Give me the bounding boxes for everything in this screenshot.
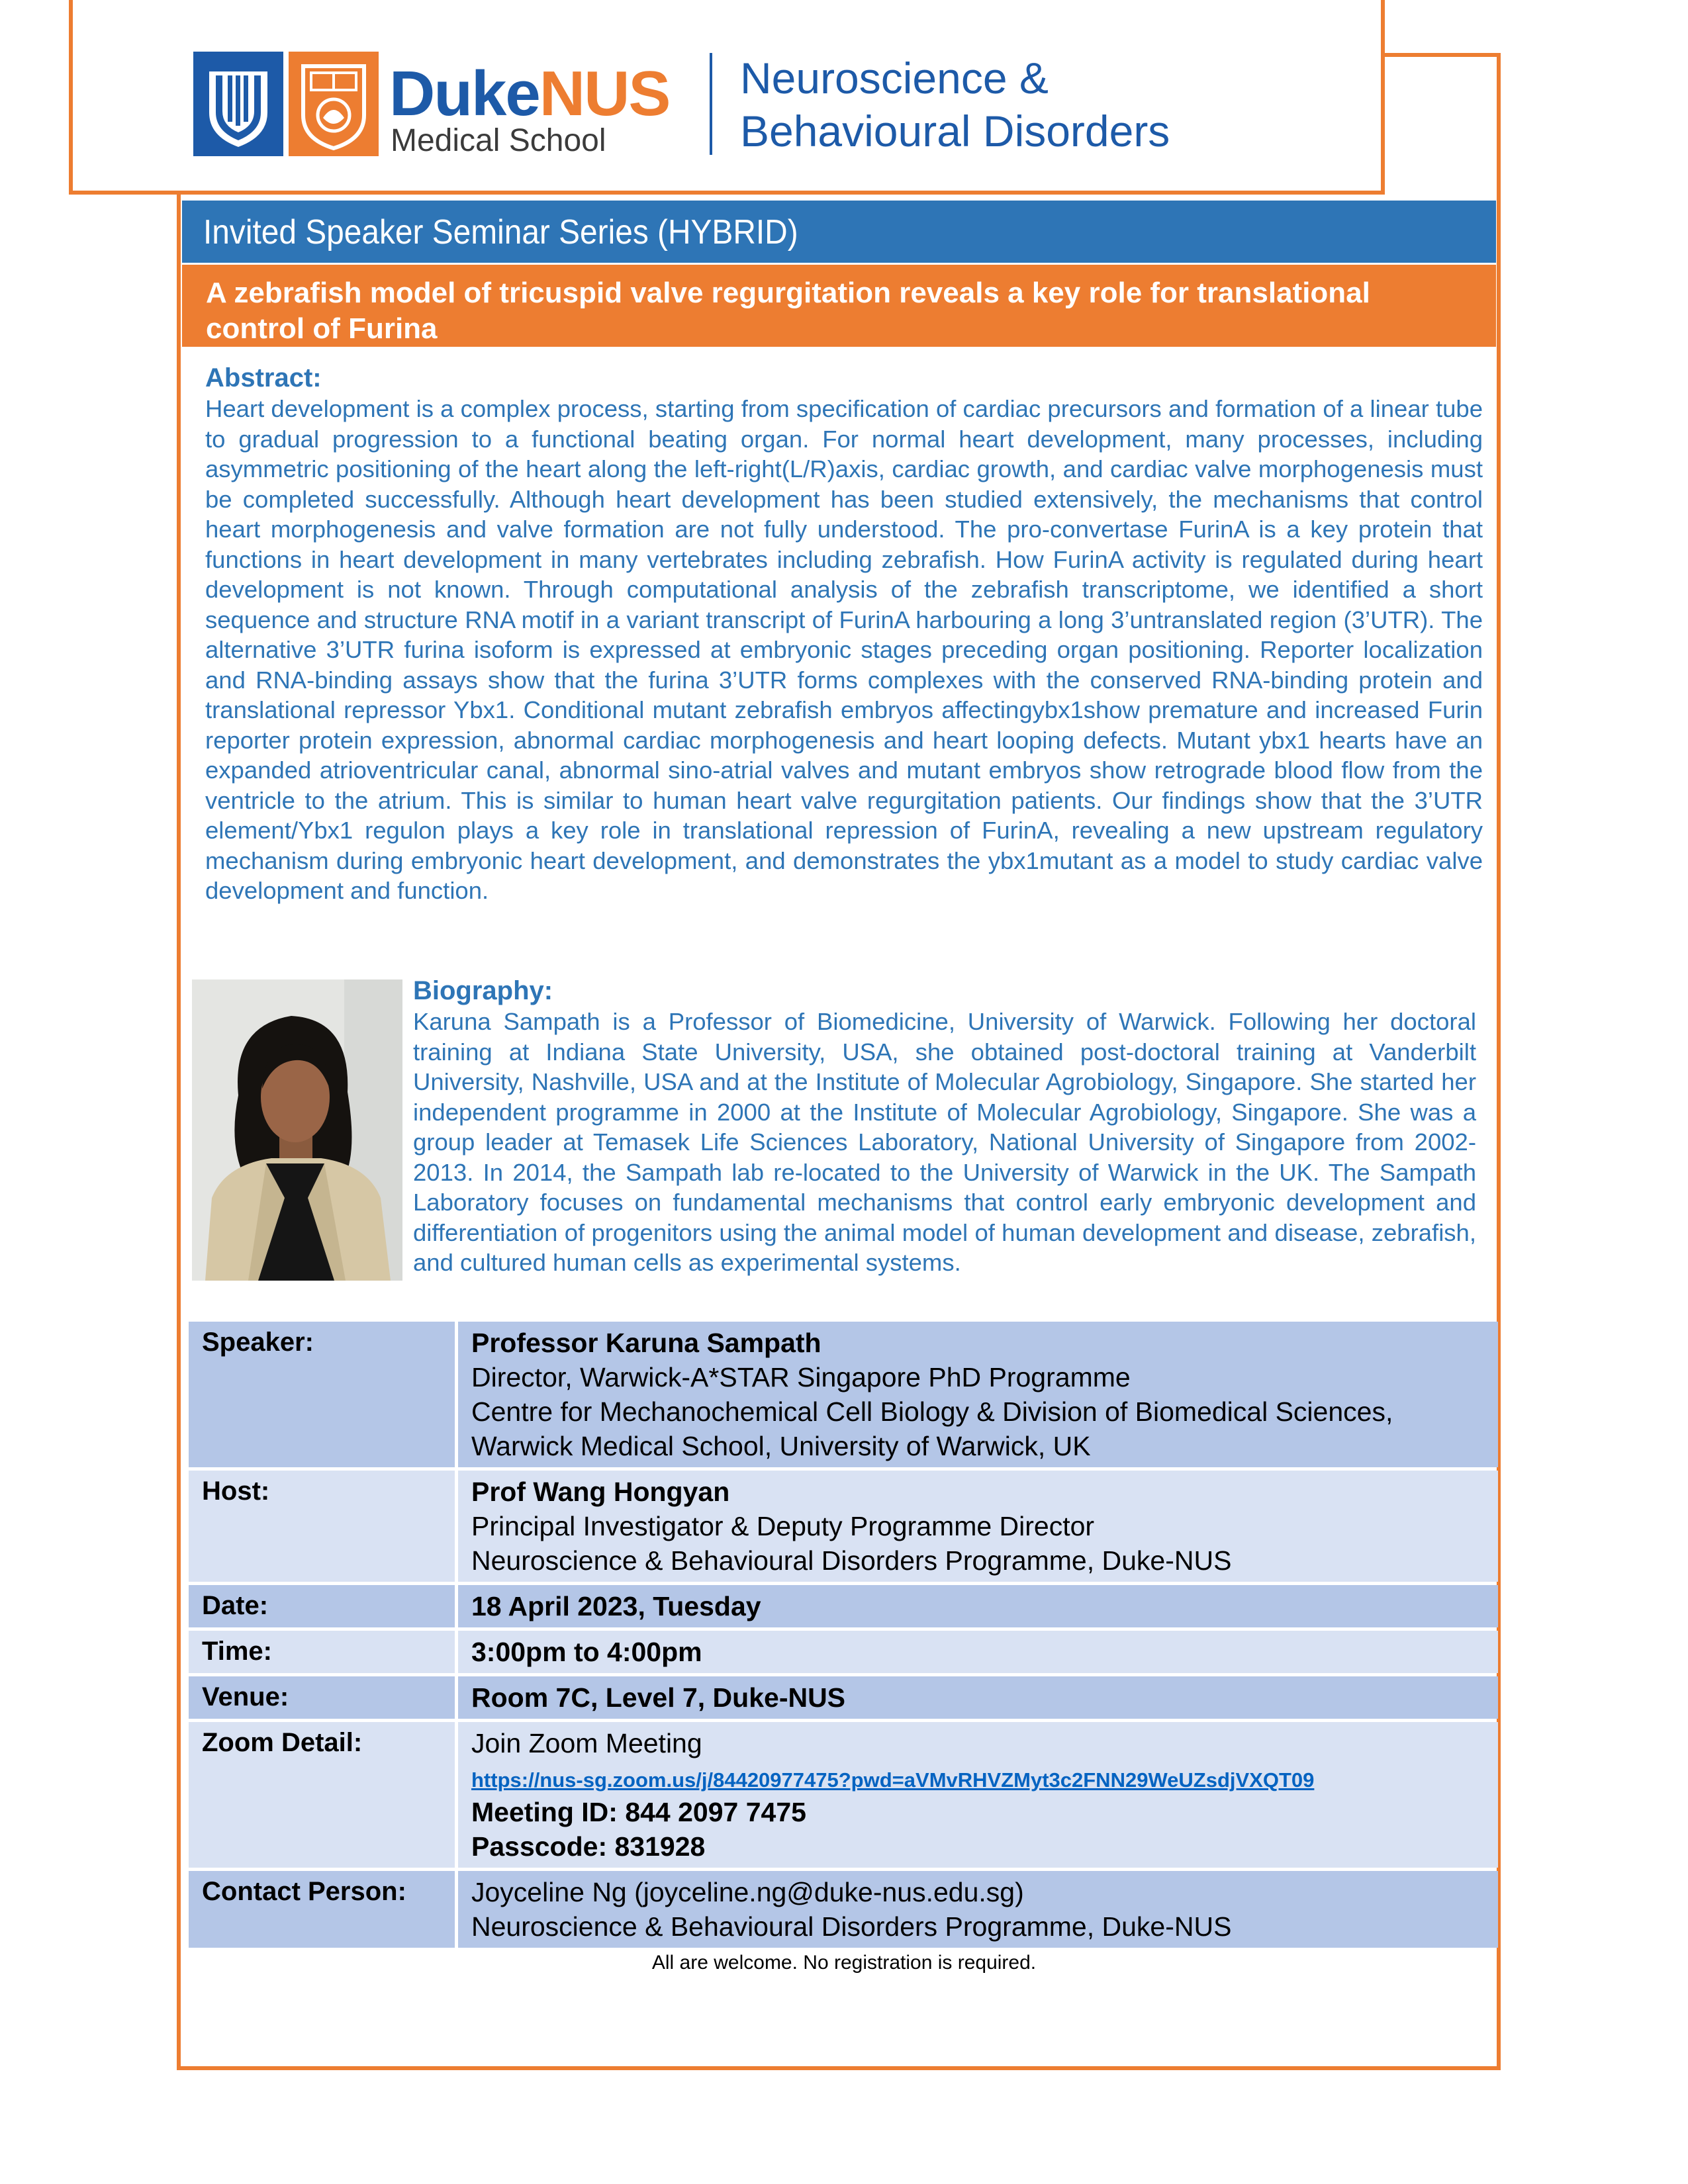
time-label: Time: (189, 1631, 455, 1673)
date-value: 18 April 2023, Tuesday (455, 1585, 1498, 1627)
zoom-row (189, 1722, 1498, 1868)
zoom-join-text: Join Zoom Meeting (471, 1728, 702, 1758)
seminar-details-table (189, 1318, 1498, 1951)
contact-person: Joyceline Ng (joyceline.ng@duke-nus.edu.sg) (471, 1877, 1024, 1907)
speaker-position: Director, Warwick-A*STAR Singapore PhD Programme (471, 1362, 1131, 1392)
zoom-meeting-id: Meeting ID: 844 2097 7475 (471, 1797, 806, 1827)
speaker-affiliation: Centre for Mechanochemical Cell Biology & Division of Biomedical Sciences, (471, 1396, 1393, 1427)
contact-label: Contact Person: (189, 1871, 455, 1948)
zoom-link[interactable]: https://nus-sg.zoom.us/j/84420977475?pwd=aVMvRHVZMyt3c2FNN29WeUZsdjVXQT09 (471, 1768, 1315, 1792)
venue-row (189, 1676, 1498, 1719)
host-label: Host: (189, 1471, 455, 1582)
date-label: Date: (189, 1585, 455, 1627)
department-title: Neuroscience & Behavioural Disorders (740, 54, 1170, 156)
logo-wordmark: DukeNUS (389, 58, 670, 129)
series-title: Invited Speaker Seminar Series (HYBRID) (203, 213, 798, 251)
host-position: Principal Investigator & Deputy Programme Director (471, 1511, 1095, 1541)
speaker-label: Speaker: (189, 1322, 455, 1467)
host-details (455, 1471, 1498, 1582)
speaker-row (189, 1322, 1498, 1467)
date-row (189, 1585, 1498, 1627)
logo-divider (710, 53, 712, 155)
logo-subtitle: Medical School (391, 123, 606, 158)
zoom-label: Zoom Detail: (189, 1722, 455, 1868)
talk-title: A zebrafish model of tricuspid valve regurgitation reveals a key role for translational control of Furina (206, 277, 1370, 345)
footer-note: All are welcome. No registration is required. (651, 1952, 1037, 1974)
abstract-heading: Abstract: (205, 363, 322, 392)
duke-shield-icon (193, 52, 283, 156)
venue-value: Room 7C, Level 7, Duke-NUS (455, 1676, 1498, 1719)
series-bar (182, 201, 1496, 263)
speaker-photo (192, 979, 402, 1281)
host-programme: Neuroscience & Behavioural Disorders Programme, Duke-NUS (471, 1545, 1232, 1576)
time-row (189, 1631, 1498, 1673)
contact-programme: Neuroscience & Behavioural Disorders Programme, Duke-NUS (471, 1911, 1232, 1942)
venue-label: Venue: (189, 1676, 455, 1719)
abstract-text: Heart development is a complex process, starting from specification of cardiac precursors and formation of a linear tube to gradual progression to a functional beating organ. For normal heart development, many processes, including asymmetric positioning of the heart along the left-right(L/R)axis, cardiac growth, and cardiac valve morphogenesis must be completed successfully. Although heart development has been studied extensively, the mechanisms that control heart morphogenesis and valve formation are not fully understood. The pro-convertase FurinA is a key protein that functions in heart development in many vertebrates including zebrafish. How FurinA activity is regulated during heart development is not known. Through computational analysis of the zebrafish transcriptome, we identified a short sequence and structure RNA motif in a variant transcript of FurinA harbouring a long 3’untranslated region (3’UTR). The alternative 3’UTR furina isoform is expressed at embryonic stages preceding organ positioning. Reporter localization and RNA-binding assays show that the furina 3’UTR forms complexes with the conserved RNA-binding protein and translational repressor Ybx1. Conditional mutant zebrafish embryos affectingybx1show premature and increased Furin reporter protein expression, abnormal cardiac morphogenesis and heart looping defects. Mutant ybx1 hearts have an expanded atrioventricular canal, abnormal sino-atrial valves and mutant embryos show retrograde blood flow from the ventricle to the atrium. This is similar to human heart valve regurgitation patients. Our findings show that the 3’UTR element/Ybx1 regulon plays a key role in translational repression of FurinA, revealing a new upstream regulatory mechanism during embryonic heart development, and demonstrates the ybx1mutant as a model to study cardiac valve development and function. (205, 395, 1483, 904)
contact-details (455, 1871, 1498, 1948)
zoom-passcode: Passcode: 831928 (471, 1831, 706, 1862)
speaker-institution: Warwick Medical School, University of Warwick, UK (471, 1431, 1091, 1461)
nus-crest-icon (289, 52, 379, 156)
time-value: 3:00pm to 4:00pm (455, 1631, 1498, 1673)
zoom-details (455, 1722, 1498, 1868)
contact-row (189, 1871, 1498, 1948)
biography-text: Karuna Sampath is a Professor of Biomedicine, University of Warwick. Following her doctoral training at Indiana State University, USA, she obtained post-doctoral training at Vanderbilt University, Nashville, USA and at the Institute of Molecular Agrobiology, Singapore. She started her independent programme in 2000 at the Institute of Molecular Agrobiology, Singapore. She was a group leader at Temasek Life Sciences Laboratory, National University of Singapore from 2002-2013. In 2014, the Sampath lab re-located to the University of Warwick in the UK. The Sampath Laboratory focuses on fundamental mechanisms that control early embryonic development and differentiation of progenitors using the animal model of human development and disease, zebrafish, and cultured human cells as experimental systems. (413, 1008, 1476, 1276)
title-bar (182, 265, 1496, 347)
speaker-name: Professor Karuna Sampath (471, 1328, 821, 1358)
biography-heading: Biography: (413, 976, 553, 1005)
host-name: Prof Wang Hongyan (471, 1477, 730, 1507)
speaker-details (455, 1322, 1498, 1467)
host-row (189, 1471, 1498, 1582)
